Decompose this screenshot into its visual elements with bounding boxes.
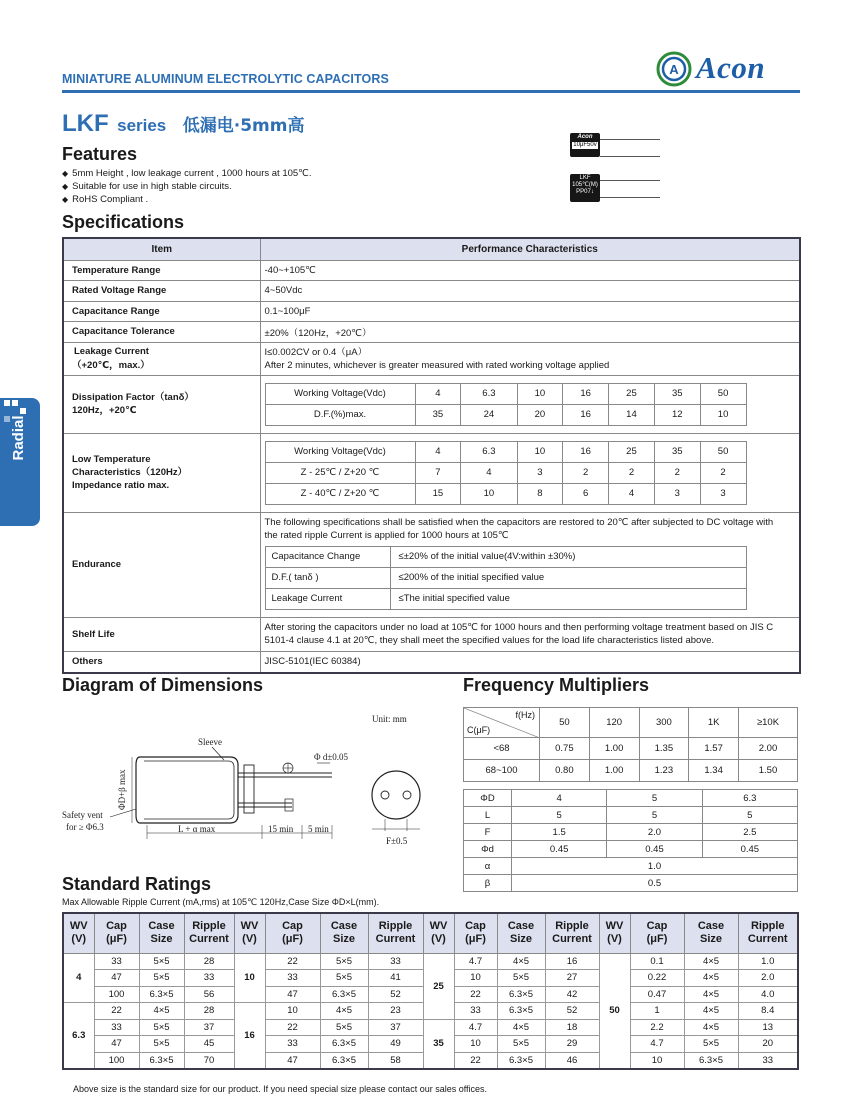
cap-cell: 22 — [454, 1052, 497, 1069]
case-cell: 4×5 — [684, 986, 738, 1003]
logo-text: Acon — [696, 50, 766, 85]
table-row: Capacitance Tolerance ±20%（120Hz，+20℃） — [63, 321, 800, 342]
cap-cell: 10 — [454, 1036, 497, 1053]
case-cell: 4×5 — [684, 970, 738, 987]
ripple-cell: 8.4 — [738, 1003, 798, 1020]
ripple-cell: 33 — [738, 1052, 798, 1069]
case-cell: 5×5 — [684, 1036, 738, 1053]
table-row — [63, 953, 798, 970]
specifications-table — [62, 237, 801, 674]
series-word: series — [117, 116, 167, 135]
dimensions-table: ΦD 4 5 6.3 L 5 5 5 F 1.5 2.0 2.5 Φd 0.45 0.45 0.45 α 1.0 β 0.5 — [463, 789, 798, 892]
wv-cell: 50 — [599, 953, 630, 1069]
wv-cell: 16 — [234, 1003, 265, 1069]
ripple-cell: 20 — [738, 1036, 798, 1053]
cap-cell: 33 — [94, 953, 139, 970]
case-cell: 6.3×5 — [497, 1052, 545, 1069]
ripple-cell: 27 — [545, 970, 599, 987]
series-title — [62, 110, 304, 138]
capacitor-body-outline — [136, 757, 238, 823]
cap-cell: 33 — [265, 970, 320, 987]
ripple-cell: 52 — [545, 1003, 599, 1020]
features-list — [62, 167, 311, 206]
cap-cell: 0.22 — [630, 970, 684, 987]
case-cell: 5×5 — [320, 953, 368, 970]
capacitor-end-view — [372, 771, 420, 819]
case-cell: 6.3×5 — [497, 1003, 545, 1020]
table-row: Rated Voltage Range 4~50Vdc — [63, 280, 800, 301]
table-row: β 0.5 — [464, 875, 798, 892]
min15-label: 15 min — [268, 824, 294, 834]
series-name: LKF — [62, 110, 109, 137]
wv-cell: 6.3 — [63, 1003, 94, 1069]
specifications-title: Specifications — [62, 212, 185, 232]
dimension-diagram — [62, 705, 452, 865]
cap-cell: 4.7 — [454, 1019, 497, 1036]
diagram-title: Diagram of Dimensions — [62, 675, 264, 695]
table-row: Endurance The following specifications shall be satisfied when the capacitors are restored to 20℃ after subjected to DC voltage with the rated ripple Current is applied for 1000 hours at 105℃ Capacitance Change ≤±20% of the initial value(4V:within ±30%) D.F.( tanδ ) ≤200% of the initial specified value Leakage Current ≤The initial specified value — [63, 512, 800, 617]
pitch-label: F±0.5 — [386, 836, 408, 846]
ripple-cell: 70 — [184, 1052, 234, 1069]
diameter-label: ΦD+β max — [117, 769, 127, 810]
table-row: Temperature Range -40~+105℃ — [63, 260, 800, 280]
cap-cell: 33 — [94, 1019, 139, 1036]
radial-label: Radial — [10, 415, 27, 461]
case-cell: 4×5 — [684, 1003, 738, 1020]
case-cell: 6.3×5 — [320, 1052, 368, 1069]
case-cell: 6.3×5 — [139, 1052, 184, 1069]
ripple-cell: 41 — [368, 970, 423, 987]
dissipation-factor-table: Working Voltage(Vdc) 4 6.3 10 16 25 35 50 D.F.(%)max. 35 24 20 16 14 12 10 — [265, 383, 747, 426]
ratings-note: Max Allowable Ripple Current (mA,rms) at 105℃ 120Hz,Case Size ΦD×L(mm). — [62, 897, 380, 907]
standard-ratings-title: Standard Ratings — [62, 874, 212, 894]
table-row: Others JISC-5101(IEC 60384) — [63, 651, 800, 673]
features-title: Features — [62, 144, 138, 164]
table-row: F 1.5 2.0 2.5 — [464, 824, 798, 841]
ripple-cell: 52 — [368, 986, 423, 1003]
safety-vent-label: Safety vent — [62, 810, 103, 820]
cap-cell: 47 — [94, 970, 139, 987]
ripple-cell: 23 — [368, 1003, 423, 1020]
lead-diameter-label: Φ d±0.05 — [314, 752, 349, 762]
ripple-cell: 33 — [184, 970, 234, 987]
case-cell: 5×5 — [139, 970, 184, 987]
cap-cell: 100 — [94, 986, 139, 1003]
cap-cell: 4.7 — [630, 1036, 684, 1053]
case-cell: 4×5 — [497, 953, 545, 970]
ripple-cell: 28 — [184, 953, 234, 970]
length-label: L + α max — [178, 824, 216, 834]
ripple-cell: 49 — [368, 1036, 423, 1053]
cap-cell: 33 — [454, 1003, 497, 1020]
acon-logo — [656, 48, 796, 88]
cap-cell: 22 — [265, 1019, 320, 1036]
case-cell: 4×5 — [320, 1003, 368, 1020]
case-cell: 4×5 — [497, 1019, 545, 1036]
case-cell: 4×5 — [139, 1003, 184, 1020]
ripple-cell: 33 — [368, 953, 423, 970]
table-row: Dissipation Factor（tanδ） 120Hz，+20℃ Working Voltage(Vdc) 4 6.3 10 16 25 35 50 D.F.(%)max. 35 24 20 16 14 12 10 — [63, 375, 800, 433]
header-title: MINIATURE ALUMINUM ELECTROLYTIC CAPACITORS — [62, 72, 389, 86]
case-cell: 6.3×5 — [684, 1052, 738, 1069]
table-row: L 5 5 5 — [464, 807, 798, 824]
col-item: Item — [63, 238, 260, 260]
ripple-cell: 16 — [545, 953, 599, 970]
ripple-cell: 46 — [545, 1052, 599, 1069]
cap-cell: 100 — [94, 1052, 139, 1069]
bullet-icon: ◆ — [62, 169, 69, 178]
sleeve-label: Sleeve — [198, 737, 222, 747]
case-cell: 6.3×5 — [497, 986, 545, 1003]
case-cell: 4×5 — [684, 1019, 738, 1036]
table-row: <68 0.75 1.00 1.35 1.57 2.00 — [464, 738, 798, 760]
case-cell: 5×5 — [139, 953, 184, 970]
wv-cell: 10 — [234, 953, 265, 1003]
case-cell: 5×5 — [320, 1019, 368, 1036]
cap-cell: 47 — [94, 1036, 139, 1053]
ripple-cell: 28 — [184, 1003, 234, 1020]
ripple-cell: 18 — [545, 1019, 599, 1036]
feature-item: ◆ RoHS Compliant . — [62, 194, 149, 205]
case-cell: 5×5 — [497, 1036, 545, 1053]
acon-logo-icon — [656, 51, 692, 87]
cap-cell: 22 — [265, 953, 320, 970]
capacitor-top-image: Acon 10μF50v — [570, 133, 600, 157]
table-row — [63, 1019, 798, 1036]
safety-vent-size-label: for ≥ Φ6.3 — [66, 822, 104, 832]
capacitor-side-image: LKF 105℃(M) PP07↓ — [570, 174, 600, 202]
cap-cell: 10 — [454, 970, 497, 987]
cap-cell: 0.1 — [630, 953, 684, 970]
ripple-cell: 1.0 — [738, 953, 798, 970]
frequency-table: f(Hz) C(μF) 50 120 300 1K ≥10K <68 0.75 1.00 1.35 1.57 2.00 68~100 0.80 1.00 1.23 1.34 1.50 — [463, 707, 798, 782]
cap-cell: 2.2 — [630, 1019, 684, 1036]
case-cell: 6.3×5 — [320, 986, 368, 1003]
case-cell: 4×5 — [684, 953, 738, 970]
case-cell: 6.3×5 — [320, 1036, 368, 1053]
table-row: Leakage Current （+20℃，max.） I≤0.002CV or 0.4（μA） After 2 minutes, whichever is greater measured with rated working voltage applied — [63, 342, 800, 375]
ripple-cell: 45 — [184, 1036, 234, 1053]
logo-mark: A — [669, 62, 679, 77]
col-performance: Performance Characteristics — [260, 238, 800, 260]
ripple-cell: 58 — [368, 1052, 423, 1069]
wv-cell: 35 — [423, 1019, 454, 1069]
table-row: Low Temperature Characteristics（120Hz） Impedance ratio max. Working Voltage(Vdc) 4 6.3 10 16 25 35 50 Z - 25℃ / Z+20 ℃ 7 4 3 2 2 2 2 Z - 40℃ / Z+20 ℃ 15 10 8 6 4 3 3 — [63, 433, 800, 512]
unit-label: Unit: mm — [372, 714, 407, 724]
feature-item: ◆ 5mm Height , low leakage current , 1000 hours at 105℃. — [62, 168, 312, 179]
table-row: Capacitance Range 0.1~100μF — [63, 301, 800, 321]
bullet-icon: ◆ — [62, 182, 69, 191]
case-cell: 5×5 — [139, 1036, 184, 1053]
ripple-cell: 56 — [184, 986, 234, 1003]
case-cell: 5×5 — [320, 970, 368, 987]
table-row: α 1.0 — [464, 858, 798, 875]
ripple-cell: 42 — [545, 986, 599, 1003]
table-row: Shelf Life After storing the capacitors under no load at 105℃ for 1000 hours and then performing voltage treatment based on JIS C 5101-4 clause 4.1 at 20℃, they shall meet the specified values for the load life characteristics listed above. — [63, 617, 800, 651]
table-row: 68~100 0.80 1.00 1.23 1.34 1.50 — [464, 760, 798, 782]
ripple-cell: 4.0 — [738, 986, 798, 1003]
feature-item: ◆ Suitable for use in high stable circuits. — [62, 181, 232, 192]
frequency-multipliers-title: Frequency Multipliers — [463, 675, 650, 695]
bullet-icon: ◆ — [62, 195, 69, 204]
ripple-cell: 13 — [738, 1019, 798, 1036]
wv-cell: 4 — [63, 953, 94, 1003]
ripple-cell: 37 — [184, 1019, 234, 1036]
low-temp-table: Working Voltage(Vdc) 4 6.3 10 16 25 35 50 Z - 25℃ / Z+20 ℃ 7 4 3 2 2 2 2 Z - 40℃ / Z+20 ℃ 15 10 8 6 4 3 3 — [265, 441, 747, 505]
series-chinese: 低漏电·5mm高 — [182, 116, 305, 136]
wv-cell: 25 — [423, 953, 454, 1019]
footer-note: Above size is the standard size for our product. If you need special size please contact our sales offices. — [73, 1084, 488, 1094]
cap-cell: 10 — [265, 1003, 320, 1020]
ripple-cell: 2.0 — [738, 970, 798, 987]
case-cell: 6.3×5 — [139, 986, 184, 1003]
case-cell: 5×5 — [497, 970, 545, 987]
cap-cell: 47 — [265, 1052, 320, 1069]
min5-label: 5 min — [308, 824, 329, 834]
header-divider — [62, 90, 800, 93]
cap-cell: 1 — [630, 1003, 684, 1020]
table-row: Φd 0.45 0.45 0.45 — [464, 841, 798, 858]
cap-cell: 47 — [265, 986, 320, 1003]
cap-cell: 22 — [454, 986, 497, 1003]
cap-cell: 0.47 — [630, 986, 684, 1003]
cap-cell: 22 — [94, 1003, 139, 1020]
cap-cell: 4.7 — [454, 953, 497, 970]
radial-side-tab — [0, 398, 40, 526]
ripple-cell: 29 — [545, 1036, 599, 1053]
cap-cell: 33 — [265, 1036, 320, 1053]
ripple-cell: 37 — [368, 1019, 423, 1036]
case-cell: 5×5 — [139, 1019, 184, 1036]
cap-cell: 10 — [630, 1052, 684, 1069]
endurance-table: Capacitance Change ≤±20% of the initial value(4V:within ±30%) D.F.( tanδ ) ≤200% of the initial specified value Leakage Current ≤The initial specified value — [265, 546, 747, 610]
standard-ratings-table: WV (V) Cap (μF) Case Size Ripple Current WV (V) Cap (μF) Case Size Ripple Current WV (V) Cap (μF) Case Size Ripple Current WV (V) Cap (μF) Case Size Ripple Current 4 33 5×5 28 10 22 5×5 33 25 4.7 4×5 16 50 0.1 4×5 1.0 47 5×5 33 33 5×5 41 10 5×5 27 0.22 4×5 2.0 100 6.3×5 56 47 6.3×5 52 22 6.3×5 42 0.47 4×5 4.0 6.3 22 4×5 28 16 10 4×5 23 33 6.3×5 52 1 4×5 8.4 33 5×5 37 22 5×5 37 35 4.7 4×5 18 2.2 4×5 13 47 5×5 45 33 6.3×5 49 10 5×5 29 4.7 5×5 20 100 6.3×5 70 47 6.3×5 58 22 6.3×5 46 10 6.3×5 33 — [62, 912, 799, 1070]
